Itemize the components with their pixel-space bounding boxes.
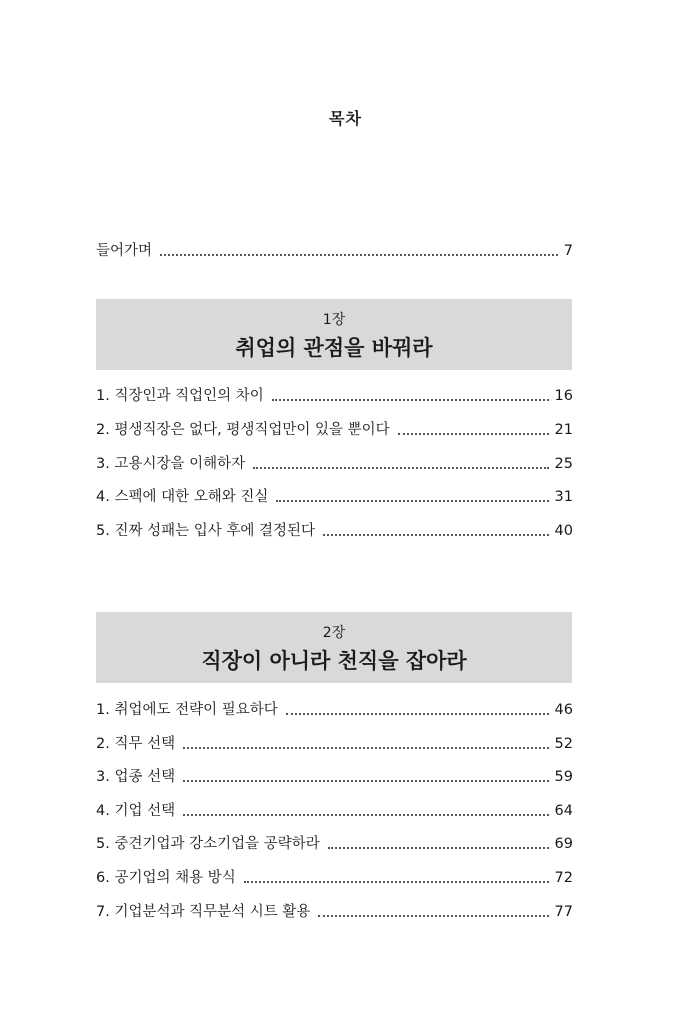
entry-label: 1. 취업에도 전략이 필요하다: [96, 702, 278, 718]
dot-leader: [286, 713, 549, 715]
entry-page-number: 25: [554, 456, 573, 472]
toc-entry[interactable]: [96, 867, 573, 889]
entry-page-number: 64: [554, 803, 573, 819]
toc-entry[interactable]: [96, 901, 573, 923]
dot-leader: [183, 780, 548, 782]
chapter-1-header: [96, 299, 572, 370]
toc-entry[interactable]: [96, 419, 573, 441]
dot-leader: [183, 814, 548, 816]
chapter-2-header: [96, 612, 572, 683]
entry-label: 6. 공기업의 채용 방식: [96, 870, 236, 886]
chapter-number: 1장: [322, 312, 346, 328]
entry-page-number: 46: [554, 702, 573, 718]
dot-leader: [276, 500, 548, 502]
dot-leader: [183, 747, 548, 749]
toc-entry[interactable]: [96, 453, 573, 475]
entry-page-number: 16: [554, 388, 573, 404]
entry-page-number: 31: [554, 489, 573, 505]
entry-page-number: 52: [554, 736, 573, 752]
entry-page-number: 7: [563, 243, 573, 259]
toc-entry[interactable]: [96, 486, 573, 508]
dot-leader: [398, 433, 549, 435]
toc-title: 목차: [329, 109, 362, 128]
dot-leader: [160, 254, 558, 256]
chapter-title: 직장이 아니라 천직을 잡아라: [201, 649, 467, 673]
dot-leader: [253, 467, 548, 469]
chapter-number: 2장: [322, 625, 346, 641]
entry-page-number: 69: [554, 836, 573, 852]
toc-entry[interactable]: [96, 699, 573, 721]
dot-leader: [323, 534, 549, 536]
chapter-title: 취업의 관점을 바꿔라: [235, 336, 433, 360]
toc-entry[interactable]: [96, 766, 573, 788]
entry-page-number: 77: [554, 904, 573, 920]
entry-page-number: 59: [554, 769, 573, 785]
entry-label: 5. 진짜 성패는 입사 후에 결정된다: [96, 523, 315, 539]
entry-label: 3. 업종 선택: [96, 769, 176, 785]
toc-entry[interactable]: [96, 385, 573, 407]
entry-label: 3. 고용시장을 이해하자: [96, 456, 246, 472]
dot-leader: [328, 847, 549, 849]
toc-entry[interactable]: [96, 800, 573, 822]
entry-label: 4. 기업 선택: [96, 803, 176, 819]
toc-entry-intro[interactable]: [96, 240, 573, 262]
dot-leader: [272, 399, 549, 401]
entry-label: 5. 중견기업과 강소기업을 공략하라: [96, 836, 320, 852]
entry-label: 들어가며: [96, 243, 153, 259]
toc-entry[interactable]: [96, 520, 573, 542]
entry-page-number: 72: [554, 870, 573, 886]
dot-leader: [244, 881, 549, 883]
toc-entry[interactable]: [96, 833, 573, 855]
entry-page-number: 21: [554, 422, 573, 438]
entry-label: 2. 평생직장은 없다, 평생직업만이 있을 뿐이다: [96, 422, 390, 438]
toc-entry[interactable]: [96, 733, 573, 755]
entry-label: 7. 기업분석과 직무분석 시트 활용: [96, 904, 311, 920]
entry-page-number: 40: [554, 523, 573, 539]
entry-label: 2. 직무 선택: [96, 736, 176, 752]
entry-label: 4. 스펙에 대한 오해와 진실: [96, 489, 269, 505]
dot-leader: [318, 915, 548, 917]
entry-label: 1. 직장인과 직업인의 차이: [96, 388, 264, 404]
